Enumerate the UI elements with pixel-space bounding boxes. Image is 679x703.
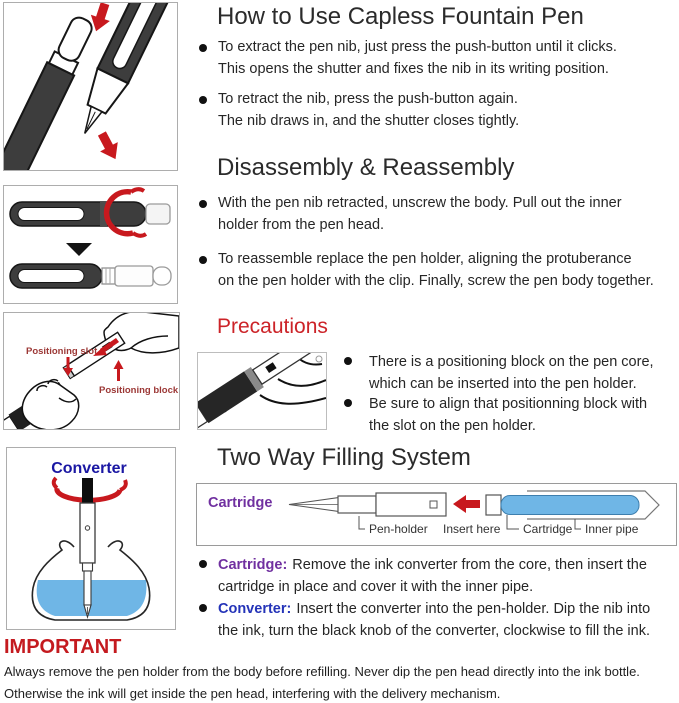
pen-unscrewed: [10, 264, 171, 288]
important-line-2: Otherwise the ink will get inside the pen head, interfering with the delivery mechanism.: [4, 686, 501, 701]
bullet-dot: [344, 399, 352, 407]
cartridge-diagram: [197, 484, 676, 545]
bullet-dot: [344, 357, 352, 365]
how-to-bullet-1: To extract the pen nib, just press the push-button until it clicks. This opens the shutter and fixes the nib in its writing position.: [218, 39, 617, 77]
converter-lead-label: Converter:: [218, 601, 292, 617]
converter-bottle-drawing: [7, 448, 175, 629]
section-title-two-way-filling: Two Way Filling System: [217, 444, 471, 471]
cartridge-bullet: Cartridge: Remove the ink converter from the core, then insert the cartridge in place and cover it with the inner pipe.: [218, 557, 647, 595]
bullet-dot: [199, 200, 207, 208]
pen-assembled: [10, 202, 170, 226]
positioning-block-label: Positioning block: [99, 385, 179, 396]
disassembly-bullet-2: To reassemble replace the pen holder, aligning the protuberance on the pen holder with the clip. Finally, screw the pen body together.: [218, 251, 654, 289]
collar-shape: [338, 496, 376, 513]
precautions-bullet-1: There is a positioning block on the pen core, which can be inserted into the pen holder.: [369, 354, 654, 392]
push-button-pens-drawing: [4, 3, 177, 170]
cartridge-lead-label: Cartridge:: [218, 557, 288, 573]
bullet-dot: [199, 560, 207, 568]
illustration-converter: [6, 447, 176, 630]
how-to-bullet-2: To retract the nib, press the push-button again. The nib draws in, and the shutter closes tightly.: [218, 91, 520, 129]
bullet-dot: [199, 256, 207, 264]
cartridge-shape: [501, 496, 639, 515]
cartridge-label: Cartridge: [523, 522, 573, 536]
step-arrow-icon: [66, 243, 92, 256]
detail-circle: [316, 356, 322, 362]
inner-pipe-label: Inner pipe: [585, 522, 639, 536]
bullet-dot: [199, 44, 207, 52]
important-line-1: Always remove the pen holder from the body before refilling. Never dip the pen head directly into the ink bottle.: [4, 664, 640, 679]
bullet-dot: [199, 96, 207, 104]
converter-illustration-label: Converter: [51, 460, 127, 477]
pen-holder-label: Pen-holder: [369, 522, 428, 536]
ink-fill: [37, 580, 147, 616]
section-title-precautions: Precautions: [217, 315, 328, 338]
illustration-positioning: [3, 312, 180, 430]
bullet-dot: [199, 604, 207, 612]
important-title: IMPORTANT: [4, 636, 122, 658]
converter-bullet: Converter: Insert the converter into the pen-holder. Dip the nib into the ink, turn the black knob of the converter, clockwise to fill the ink.: [218, 601, 651, 639]
section-title-how-to-use: How to Use Capless Fountain Pen: [217, 3, 584, 30]
left-hand: [22, 380, 78, 429]
block-arrow-icon: [114, 360, 124, 381]
cartridge-cap: [486, 495, 501, 515]
precautions-bullet-2: Be sure to align that positionning block with the slot on the pen holder.: [369, 396, 648, 434]
holder-slot: [430, 501, 437, 508]
disassembly-bullet-1: With the pen nib retracted, unscrew the body. Pull out the inner holder from the pen head.: [218, 195, 622, 233]
positioning-slot-label: Positioning slot: [26, 346, 98, 357]
unscrew-pens-drawing: [4, 186, 177, 303]
illustration-push-button-use: [3, 2, 178, 171]
section-title-disassembly: Disassembly & Reassembly: [217, 154, 515, 181]
positioning-hands-drawing: [4, 313, 179, 429]
insert-arrow-icon: [453, 495, 480, 513]
insert-here-label: Insert here: [443, 522, 501, 536]
pen-button-end: [4, 13, 98, 170]
illustration-precaution-closeup: [197, 352, 327, 430]
pen-with-block: [198, 353, 313, 429]
illustration-unscrew-body: [3, 185, 178, 304]
cartridge-diagram-box: [196, 483, 677, 546]
precaution-hand-drawing: [198, 353, 326, 429]
diagram-cartridge-heading: Cartridge: [208, 495, 273, 511]
nib-arrow-icon: [93, 129, 124, 164]
